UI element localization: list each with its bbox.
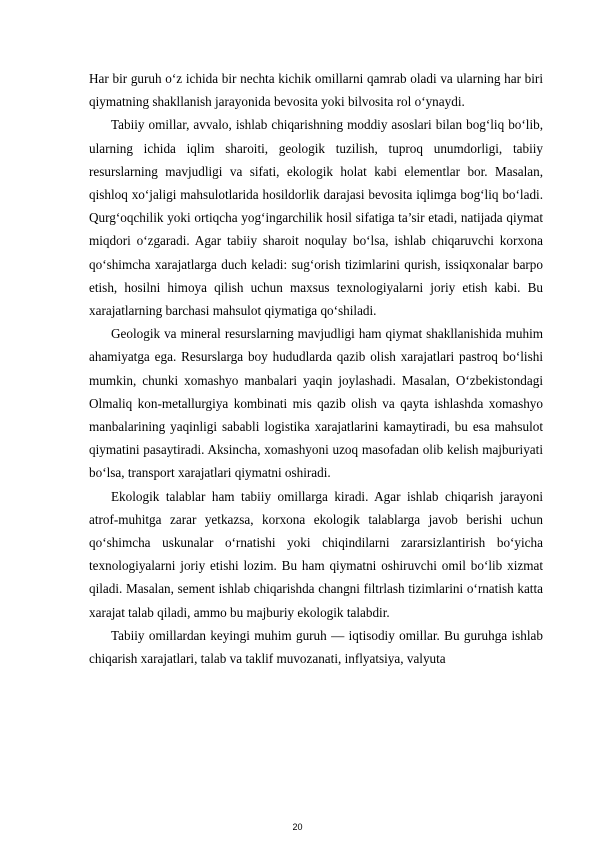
page-number: 20 [292, 822, 303, 832]
paragraph-1: Har bir guruh o‘z ichida bir nechta kichik omillarni qamrab oladi va ularning har biri qiymatning shakllanish jarayonida bevosita yoki bilvosita rol o‘ynaydi. [89, 71, 543, 110]
paragraph-4: Ekologik talablar ham tabiiy omillarga kiradi. Agar ishlab chiqarish jarayoni atrof-muhitga zarar yetkazsa, korxona ekologik talablarga javob berishi uchun qo‘shimcha uskunalar o‘rnatishi yoki chiqindilarni zararsizlantirish bo‘yicha texnologiyalarni joriy etishi lozim. Bu ham qiymatni oshiruvchi omil bo‘lib xizmat qiladi. Masalan, sement ishlab chiqarishda changni filtrlash tizimlarini o‘rnatish katta xarajat talab qiladi, ammo bu majburiy ekologik talabdir. [89, 488, 543, 620]
body-text [89, 67, 543, 670]
paragraph-2: Tabiiy omillar, avvalo, ishlab chiqarishning moddiy asoslari bilan bog‘liq bo‘lib, ularning ichida iqlim sharoiti, geologik tuzilish, tuproq unumdorligi, tabiiy resurslarning mavjudligi va sifati, ekologik holat kabi elementlar bor. Masalan, qishloq xo‘jaligi mahsulotlarida hosildorlik darajasi bevosita iqlimga bog‘liq bo‘ladi. Qurg‘oqchilik yoki ortiqcha yog‘ingarchilik hosil sifatiga ta’sir etadi, natijada qiymat miqdori o‘zgaradi. Agar tabiiy sharoit noqulay bo‘lsa, ishlab chiqaruvchi korxona qo‘shimcha xarajatlarga duch keladi: sug‘orish tizimlarini qurish, issiqxonalar barpo etish, hosilni himoya qilish uchun maxsus texnologiyalarni joriy etish kabi. Bu xarajatlarning barchasi mahsulot qiymatiga qo‘shiladi. [89, 117, 543, 319]
paragraph-3: Geologik va mineral resurslarning mavjudligi ham qiymat shakllanishida muhim ahamiyatga ega. Resurslarga boy hududlarda qazib olish xarajatlari pastroq bo‘lishi mumkin, chunki xomashyo manbalari yaqin joylashadi. Masalan, O‘zbekistondagi Olmaliq kon-metallurgiya kombinati mis qazib olish va qayta ishlashda xomashyo manbalarining yaqinligi sababli logistika xarajatlarini kamaytiradi, bu esa mahsulot qiymatini pasaytiradi. Aksincha, xomashyoni uzoq masofadan olib kelish majburiyati bo‘lsa, transport xarajatlari qiymatni oshiradi. [89, 326, 543, 481]
paragraph-5: Tabiiy omillardan keyingi muhim guruh — iqtisodiy omillar. Bu guruhga ishlab chiqarish xarajatlari, talab va taklif muvozanati, inflyatsiya, valyuta [89, 627, 543, 667]
